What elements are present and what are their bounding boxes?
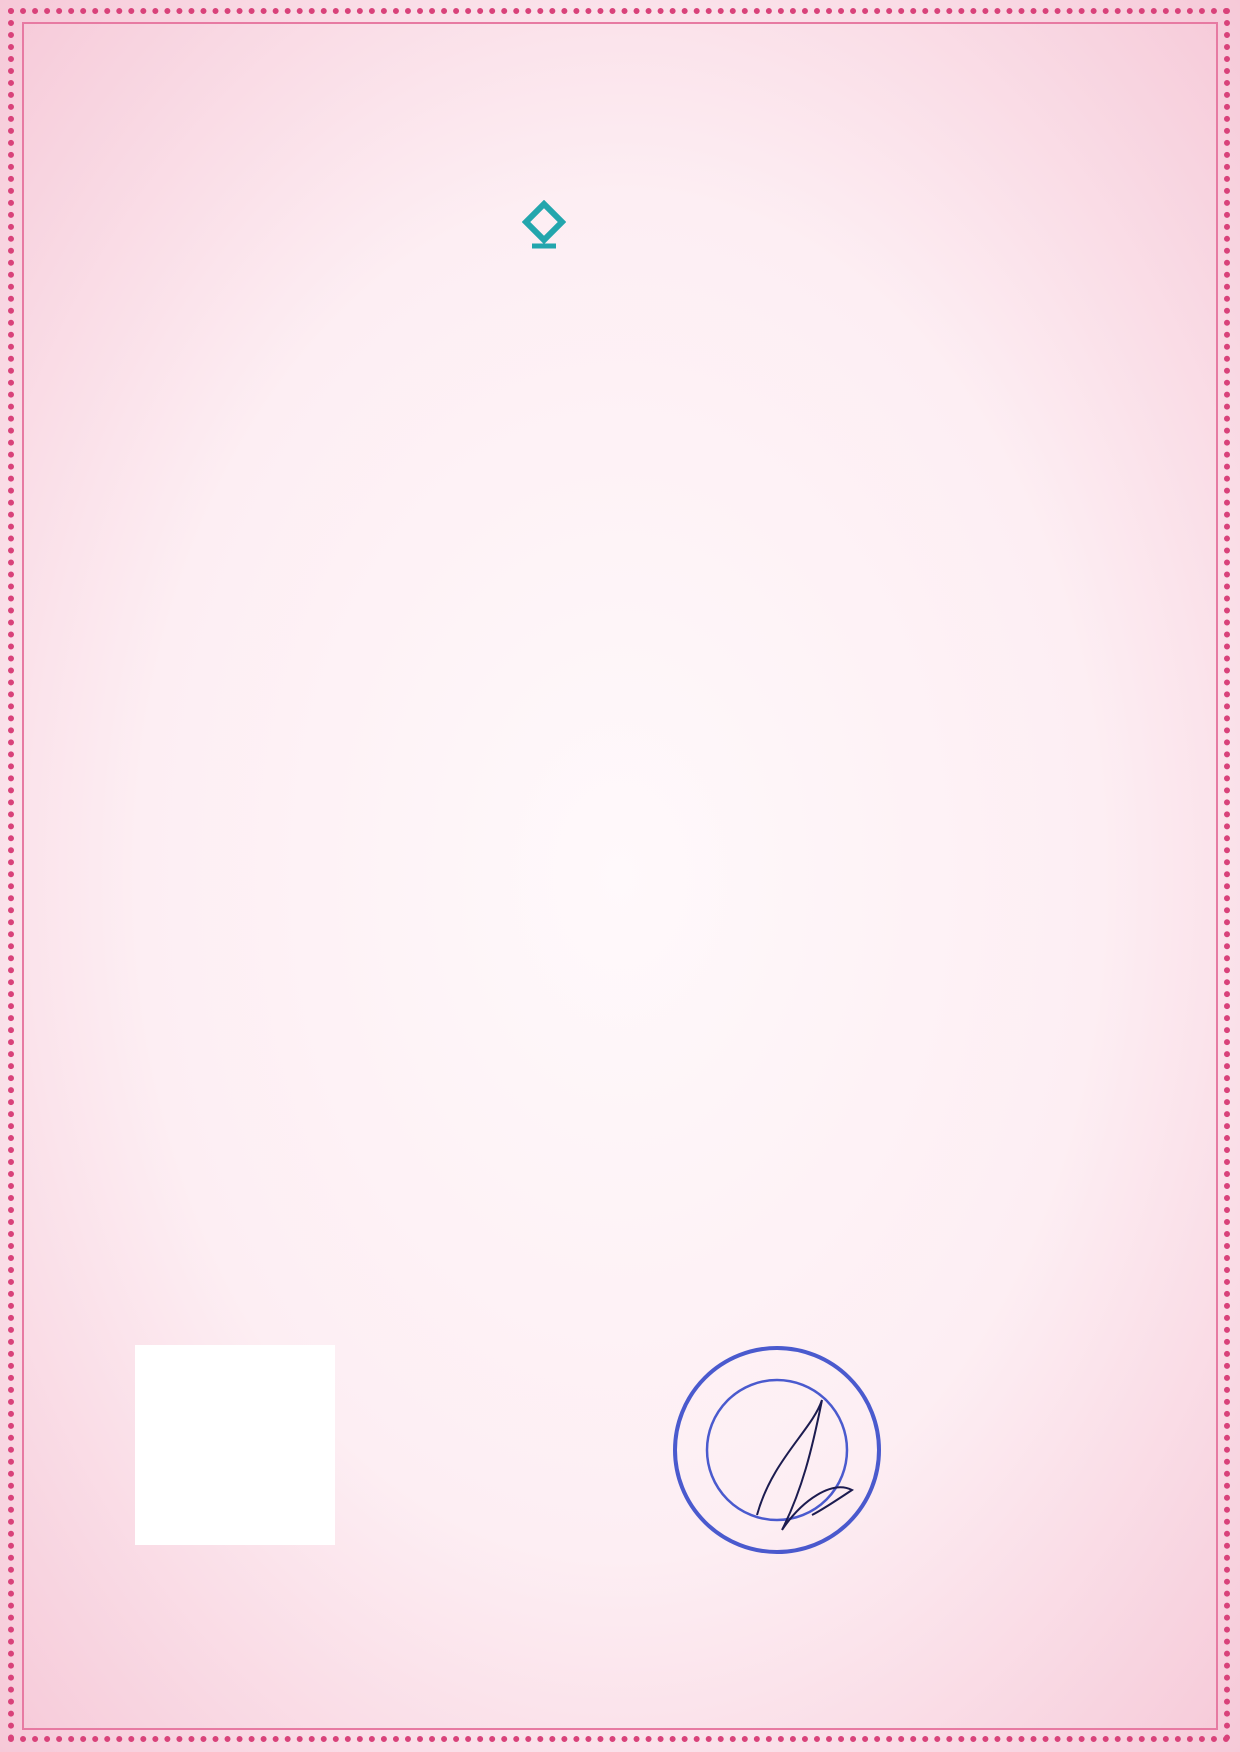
znanio-logo-icon (522, 200, 566, 252)
znanio-logo (522, 200, 722, 256)
official-stamp (662, 1340, 902, 1555)
signature-scribble (757, 1400, 852, 1530)
qr-code[interactable] (135, 1345, 335, 1545)
